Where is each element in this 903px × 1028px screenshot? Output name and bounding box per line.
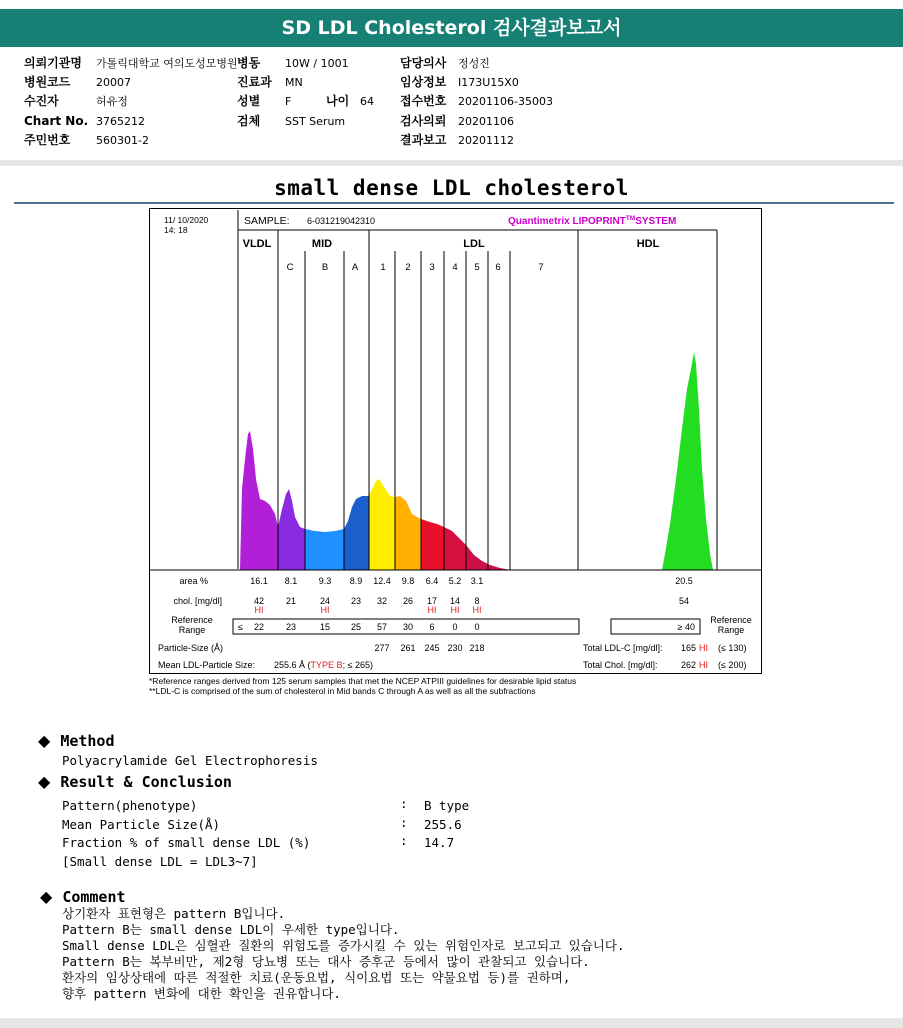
band-label-a: A [351, 262, 359, 273]
chol-cell: 42 [253, 596, 265, 606]
total-ldl-ref: (≤ 130) [718, 643, 747, 653]
band-label-2: 2 [405, 262, 411, 273]
diamond-icon: ◆ [40, 887, 53, 906]
area-cell: 20.5 [675, 576, 693, 586]
group-mid: MID [311, 238, 333, 250]
value-physician: 정성진 [458, 57, 490, 70]
label-department: 진료과 [237, 75, 272, 89]
value-specimen: SST Serum [285, 115, 346, 128]
band-label-7: 7 [538, 262, 544, 273]
hi-flag: HI [427, 605, 437, 615]
area-cell: 16.1 [250, 576, 268, 586]
group-vldl: VLDL [242, 238, 272, 250]
result-label-mean-size: Mean Particle Size(Å) [62, 817, 221, 832]
peak-mid-c [278, 489, 305, 570]
area-cell: 12.4 [373, 576, 391, 586]
lipoprint-chart [149, 208, 762, 674]
footer-bar [0, 1018, 903, 1028]
area-cell: 3.1 [470, 576, 484, 586]
title-rule [14, 202, 894, 204]
chol-row [254, 596, 689, 606]
chol-cell: 32 [376, 596, 388, 606]
total-chol-value: 262 [681, 660, 697, 670]
comment-heading: ◆ Comment [40, 887, 126, 906]
label-physician: 담당의사 [400, 56, 447, 70]
ref-cell: 57 [376, 622, 388, 632]
result-heading: ◆ Result & Conclusion [38, 772, 232, 791]
area-cell: 8.9 [349, 576, 363, 586]
lipoprint-title: small dense LDL cholesterol [274, 176, 629, 200]
ref-right-2: Range [717, 625, 745, 635]
ref-right-1: Reference [710, 615, 752, 625]
area-row [250, 576, 693, 586]
label-sex: 성별 [237, 94, 261, 108]
label-hospital-code: 병원코드 [24, 75, 71, 89]
label-specimen: 검체 [237, 114, 261, 128]
result-value-fraction: 14.7 [424, 835, 455, 850]
hi-flag: HI [472, 605, 482, 615]
peak-mid-b [305, 529, 344, 570]
band-label-b: B [321, 262, 329, 273]
diamond-icon: ◆ [38, 772, 51, 791]
hi-row [255, 605, 482, 615]
result-colon-pattern: : [400, 796, 408, 811]
ref-row [254, 622, 480, 632]
peak-hdl [662, 352, 713, 570]
row-label-ref-2: Range [178, 625, 206, 635]
row-label-ref-1: Reference [171, 615, 213, 625]
peak-ldl-3 [421, 519, 444, 570]
peak-vldl [240, 431, 278, 570]
area-cell: 9.8 [401, 576, 415, 586]
chart-date: 11/ 10/2020 [164, 215, 209, 225]
method-heading: ◆ Method [38, 731, 115, 750]
total-chol-label: Total Chol. [mg/dl]: [583, 660, 658, 670]
peak-ldl-4 [444, 527, 466, 570]
footnotes [149, 676, 576, 696]
row-label-mean: Mean LDL-Particle Size: [158, 660, 256, 670]
hi-flag: HI [450, 605, 460, 615]
total-ldl-label: Total LDL-C [mg/dl]: [583, 643, 663, 653]
label-institution: 의뢰기관명 [24, 56, 82, 70]
ref-prefix: ≤ [238, 622, 243, 632]
total-ldl-value: 165 [681, 643, 697, 653]
value-resident-no: 560301-2 [96, 134, 149, 147]
value-report-date: 20201112 [458, 134, 514, 147]
hi-flag: HI [254, 605, 264, 615]
hi-flag: HI [320, 605, 330, 615]
band-label-1: 1 [380, 262, 386, 273]
total-chol-hi: HI [699, 660, 708, 670]
comment-line: 상기환자 표현형은 pattern B입니다. [62, 906, 286, 921]
value-department: MN [285, 76, 303, 89]
ref-cell: 6 [429, 622, 435, 632]
chol-cell: 23 [350, 596, 362, 606]
hdl-ref-value: ≥ 40 [677, 622, 695, 632]
chol-cell: 21 [285, 596, 297, 606]
value-ward: 10W / 1001 [285, 57, 349, 70]
area-cell: 9.3 [318, 576, 332, 586]
comment-body [62, 906, 624, 1002]
ref-cell: 22 [253, 622, 265, 632]
value-request-date: 20201106 [458, 115, 514, 128]
chol-cell: 54 [678, 596, 690, 606]
footnote-1: *Reference ranges derived from 125 serum samples that met the NCEP ATPIII guidelines for desirable lipid status [149, 676, 577, 686]
data-table [158, 576, 752, 670]
comment-line: 환자의 임상상태에 따른 적절한 치료(운동요법, 식이요법 또는 약물요법 등)를 권하며, [62, 970, 571, 985]
size-cell: 245 [424, 643, 440, 653]
sample-id: 6-031219042310 [307, 216, 376, 226]
electrophoresis-profile [240, 352, 713, 570]
ref-cell: 0 [474, 622, 480, 632]
comment-line: Pattern B는 small dense LDL이 우세한 type입니다. [62, 922, 400, 937]
value-hospital-code: 20007 [96, 76, 131, 89]
value-patient: 허유정 [96, 95, 128, 108]
chol-cell: 14 [449, 596, 461, 606]
result-label-pattern: Pattern(phenotype) [62, 798, 198, 813]
size-cell: 261 [400, 643, 416, 653]
value-clinical-info: I173U15X0 [458, 76, 519, 89]
value-chart-no: 3765212 [96, 115, 145, 128]
band-separators [278, 230, 717, 570]
ref-cell: 30 [402, 622, 414, 632]
ref-cell: 23 [285, 622, 297, 632]
label-resident-no: 주민번호 [24, 133, 71, 147]
label-ward: 병동 [237, 56, 261, 70]
label-request-date: 검사의뢰 [400, 114, 447, 128]
value-institution: 가톨릭대학교 여의도성모병원 [96, 57, 238, 70]
group-hdl: HDL [636, 238, 660, 250]
peak-mid-a [344, 496, 369, 570]
result-value-pattern: B type [424, 798, 470, 813]
peak-ldl-1 [369, 479, 395, 570]
group-ldl: LDL [463, 238, 485, 250]
row-label-area: area % [179, 576, 208, 586]
result-note: [Small dense LDL = LDL3~7] [62, 854, 258, 869]
label-patient: 수진자 [24, 94, 59, 108]
area-cell: 8.1 [284, 576, 298, 586]
label-chart-no: Chart No. [24, 114, 89, 128]
ref-cell: 25 [350, 622, 362, 632]
value-age: 64 [360, 95, 374, 108]
value-receipt-no: 20201106-35003 [458, 95, 553, 108]
chart-time: 14: 18 [164, 225, 188, 235]
total-ldl-hi: HI [699, 643, 708, 653]
total-chol-ref: (≤ 200) [718, 660, 747, 670]
chol-cell: 8 [474, 596, 480, 606]
chol-cell: 17 [426, 596, 438, 606]
band-label-6: 6 [495, 262, 501, 273]
size-row [374, 643, 484, 653]
footnote-2: **LDL-C is comprised of the sum of cholesterol in Mid bands C through A as well as all the subfractions [149, 686, 536, 696]
chol-cell: 24 [319, 596, 331, 606]
label-report-date: 결과보고 [400, 133, 447, 147]
mean-size-value: 255.6 Å (TYPE B; ≤ 265) [274, 660, 374, 670]
size-cell: 277 [374, 643, 390, 653]
comment-line: 향후 pattern 변화에 대한 확인을 권유합니다. [62, 986, 341, 1001]
label-age: 나이 [326, 94, 350, 108]
comment-line: Small dense LDL은 심혈관 질환의 위험도를 증가시킬 수 있는 위험인자로 보고되고 있습니다. [62, 938, 625, 953]
size-cell: 230 [447, 643, 463, 653]
report-title: SD LDL Cholesterol 검사결과보고서 [0, 9, 903, 47]
area-cell: 5.2 [448, 576, 462, 586]
result-colon-fraction: : [400, 833, 408, 848]
band-label-c: C [286, 262, 294, 273]
area-cell: 6.4 [425, 576, 439, 586]
method-text: Polyacrylamide Gel Electrophoresis [62, 753, 318, 768]
label-clinical-info: 임상정보 [400, 75, 447, 89]
row-label-size: Particle-Size (Å) [158, 643, 224, 653]
section-divider [0, 160, 903, 166]
value-sex: F [285, 95, 292, 108]
brand-logo: Quantimetrix LIPOPRINT™SYSTEM [508, 215, 677, 227]
comment-line: Pattern B는 복부비만, 제2형 당뇨병 또는 대사 증후군 등에서 많이 관찰되고 있습니다. [62, 954, 590, 969]
result-value-mean-size: 255.6 [424, 817, 462, 832]
label-receipt-no: 접수번호 [400, 94, 447, 108]
result-colon-mean-size: : [400, 815, 408, 830]
chol-cell: 26 [402, 596, 414, 606]
result-label-fraction: Fraction % of small dense LDL (%) [62, 835, 311, 850]
ref-cell: 15 [319, 622, 331, 632]
band-label-5: 5 [474, 262, 480, 273]
band-label-4: 4 [452, 262, 458, 273]
sample-label: SAMPLE: [244, 215, 290, 227]
diamond-icon: ◆ [38, 731, 51, 750]
peak-ldl-2 [395, 496, 421, 570]
size-cell: 218 [469, 643, 485, 653]
band-label-3: 3 [429, 262, 435, 273]
ref-cell: 0 [452, 622, 458, 632]
row-label-chol: chol. [mg/dl] [173, 596, 222, 606]
